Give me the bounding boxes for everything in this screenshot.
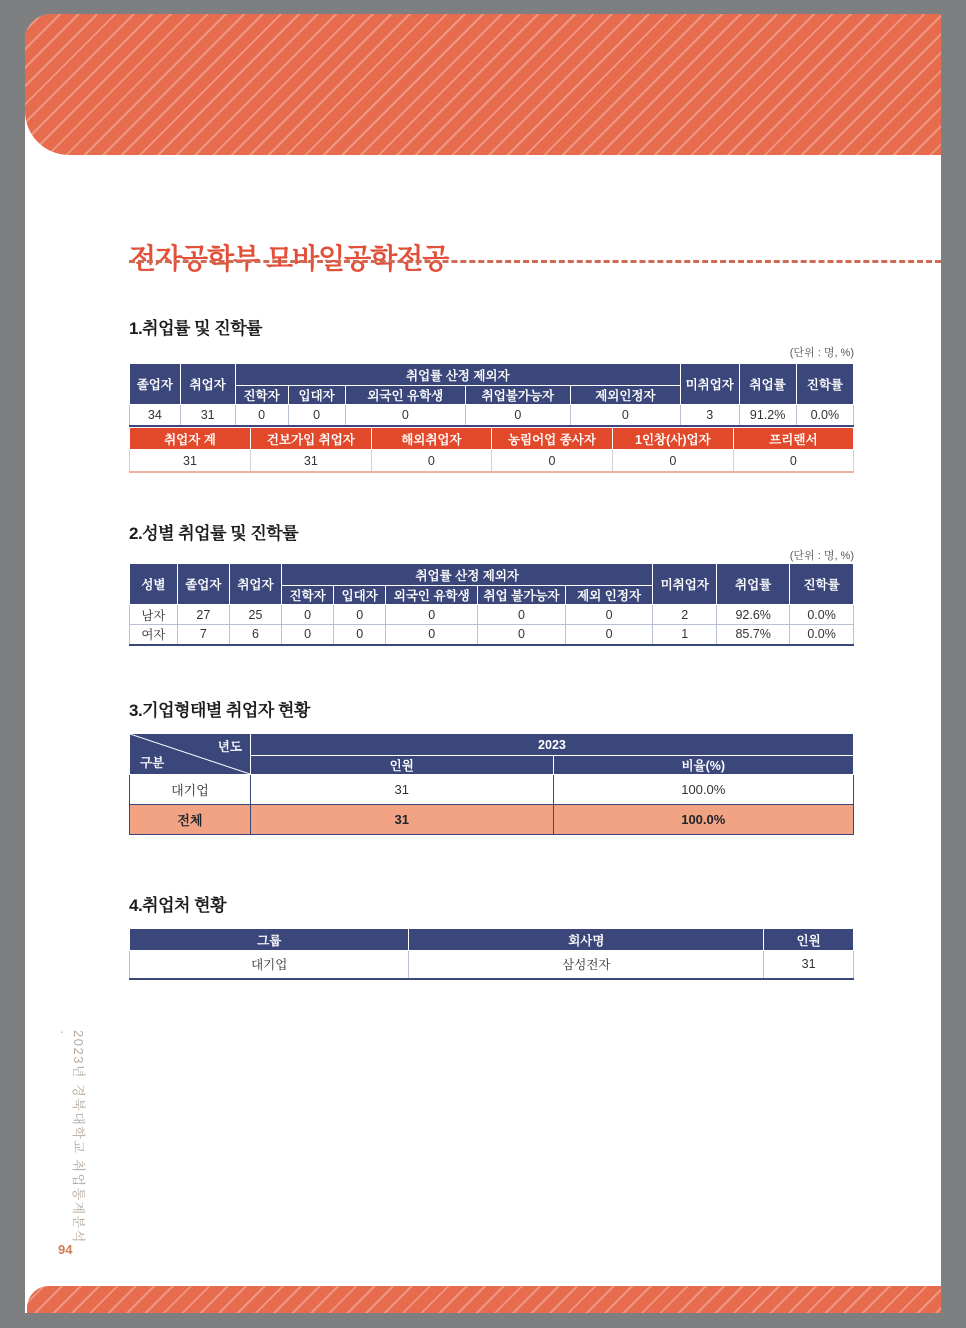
- col-header-military: 입대자: [334, 586, 386, 605]
- cell-employed: 31: [180, 405, 235, 426]
- cell-company-type: 대기업: [130, 775, 251, 805]
- section1-title: 1.취업률 및 진학률: [129, 319, 263, 338]
- col-header-year-2023: 2023: [250, 734, 853, 756]
- bottom-banner-stripes: [27, 1286, 941, 1313]
- cell: 92.6%: [717, 605, 790, 625]
- page-title: 전자공학부 모바일공학전공: [129, 242, 449, 274]
- table-row-large-company: [130, 775, 854, 805]
- cell-ratio: 100.0%: [553, 775, 853, 805]
- col-header-unemployed: 미취업자: [680, 364, 739, 405]
- cell: 0: [478, 625, 566, 645]
- section3-title: 3.기업형태별 취업자 현황: [129, 701, 310, 720]
- cell: 0: [386, 625, 478, 645]
- unit-label-1: (단위 : 명, %): [789, 347, 854, 359]
- cell-employment-rate: 91.2%: [739, 405, 796, 426]
- cell-insured-employed: 31: [250, 450, 371, 473]
- cell-unable: 0: [465, 405, 570, 426]
- gender-rate-table: [129, 563, 854, 646]
- cell-company-type: 전체: [130, 805, 251, 835]
- cell-exempt: 0: [570, 405, 680, 426]
- col-header-employment-rate: 취업률: [739, 364, 796, 405]
- col-header-agriculture: 농림어업 종사자: [491, 428, 612, 450]
- col-header-count: 인원: [764, 929, 854, 951]
- table-row: [130, 405, 854, 426]
- cell: 0: [565, 625, 653, 645]
- col-header-employed-total: 취업자 계: [130, 428, 251, 450]
- cell: 85.7%: [717, 625, 790, 645]
- corner-label-year: 년도: [217, 740, 242, 754]
- cell-employed-total: 31: [130, 450, 251, 473]
- cell: 0: [334, 605, 386, 625]
- col-header-excluded-group: 취업률 산정 제외자: [235, 364, 680, 386]
- col-header-freelancer: 프리랜서: [733, 428, 853, 450]
- table-row-total: [130, 805, 854, 835]
- col-header-insured-employed: 건보가입 취업자: [250, 428, 371, 450]
- cell-count: 31: [250, 805, 553, 835]
- col-header-employed: 취업자: [229, 564, 281, 605]
- col-header-gender: 성별: [130, 564, 178, 605]
- col-header-unable: 취업 불가능자: [478, 586, 566, 605]
- cell: 0: [334, 625, 386, 645]
- cell: 7: [177, 625, 229, 645]
- col-header-company-name: 회사명: [409, 929, 764, 951]
- col-header-group: 그룹: [130, 929, 409, 951]
- col-header-employed: 취업자: [180, 364, 235, 405]
- col-header-advancement-rate: 진학률: [790, 564, 854, 605]
- vertical-report-label: 2023년 경북대학교 취업통계분석 ·: [55, 1030, 86, 1244]
- section2-title: 2.성별 취업률 및 진학률: [129, 524, 299, 543]
- col-header-exempt: 제외인정자: [570, 386, 680, 405]
- cell-count: 31: [764, 951, 854, 979]
- col-header-unable: 취업불가능자: [465, 386, 570, 405]
- employer-table-wrap: [129, 928, 854, 980]
- col-header-overseas-employed: 해외취업자: [371, 428, 491, 450]
- cell-military: 0: [288, 405, 345, 426]
- col-header-military: 입대자: [288, 386, 345, 405]
- company-type-table: [129, 733, 854, 835]
- gender-rate-table-wrap: [129, 563, 854, 646]
- cell: 1: [653, 625, 717, 645]
- employed-detail-table: [129, 427, 854, 473]
- employer-table: [129, 928, 854, 980]
- cell: 0: [386, 605, 478, 625]
- cell-count: 31: [250, 775, 553, 805]
- cell: 0: [565, 605, 653, 625]
- cell-group: 대기업: [130, 951, 409, 979]
- cell-self-employed: 0: [612, 450, 733, 473]
- cell: 0: [478, 605, 566, 625]
- corner-label-category: 구분: [140, 756, 165, 770]
- unit-label-2: (단위 : 명, %): [789, 550, 854, 562]
- col-header-employment-rate: 취업률: [717, 564, 790, 605]
- col-header-graduates: 졸업자: [177, 564, 229, 605]
- col-header-exempt: 제외 인정자: [565, 586, 653, 605]
- cell-foreign-student: 0: [345, 405, 465, 426]
- col-header-unemployed: 미취업자: [653, 564, 717, 605]
- table-row-male: [130, 605, 854, 625]
- table-row-female: [130, 625, 854, 645]
- report-page: [25, 14, 941, 1313]
- employment-rate-table-wrap: [129, 363, 854, 427]
- cell: 0.0%: [790, 625, 854, 645]
- cell-gender: 여자: [130, 625, 178, 645]
- cell-unemployed: 3: [680, 405, 739, 426]
- cell: 0.0%: [790, 605, 854, 625]
- page-number: 94: [58, 1242, 73, 1257]
- col-header-excluded-group: 취업률 산정 제외자: [282, 564, 653, 586]
- col-header-further-study: 진학자: [235, 386, 288, 405]
- section4-title: 4.취업처 현황: [129, 896, 227, 915]
- col-header-graduates: 졸업자: [130, 364, 181, 405]
- title-dashed-divider: [129, 260, 941, 263]
- col-header-self-employed: 1인창(사)업자: [612, 428, 733, 450]
- cell-freelancer: 0: [733, 450, 853, 473]
- col-header-further-study: 진학자: [282, 586, 334, 605]
- cell-agriculture: 0: [491, 450, 612, 473]
- company-type-table-wrap: [129, 733, 854, 835]
- cell-company-name: 삼성전자: [409, 951, 764, 979]
- cell-gender: 남자: [130, 605, 178, 625]
- cell: 0: [282, 625, 334, 645]
- top-banner-stripes: [25, 14, 941, 155]
- cell: 27: [177, 605, 229, 625]
- employed-detail-table-wrap: [129, 427, 854, 473]
- cell-ratio: 100.0%: [553, 805, 853, 835]
- cell: 2: [653, 605, 717, 625]
- col-header-count: 인원: [250, 756, 553, 775]
- cell-advancement-rate: 0.0%: [796, 405, 853, 426]
- cell: 0: [282, 605, 334, 625]
- corner-header-cell: [130, 734, 251, 775]
- cell-further-study: 0: [235, 405, 288, 426]
- table-row: [130, 450, 854, 473]
- employment-rate-table: [129, 363, 854, 427]
- cell-overseas-employed: 0: [371, 450, 491, 473]
- cell: 25: [229, 605, 281, 625]
- cell: 6: [229, 625, 281, 645]
- cell-graduates: 34: [130, 405, 181, 426]
- col-header-foreign-student: 외국인 유학생: [386, 586, 478, 605]
- col-header-ratio: 비율(%): [553, 756, 853, 775]
- col-header-foreign-student: 외국인 유학생: [345, 386, 465, 405]
- col-header-advancement-rate: 진학률: [796, 364, 853, 405]
- table-row-employer: [130, 951, 854, 979]
